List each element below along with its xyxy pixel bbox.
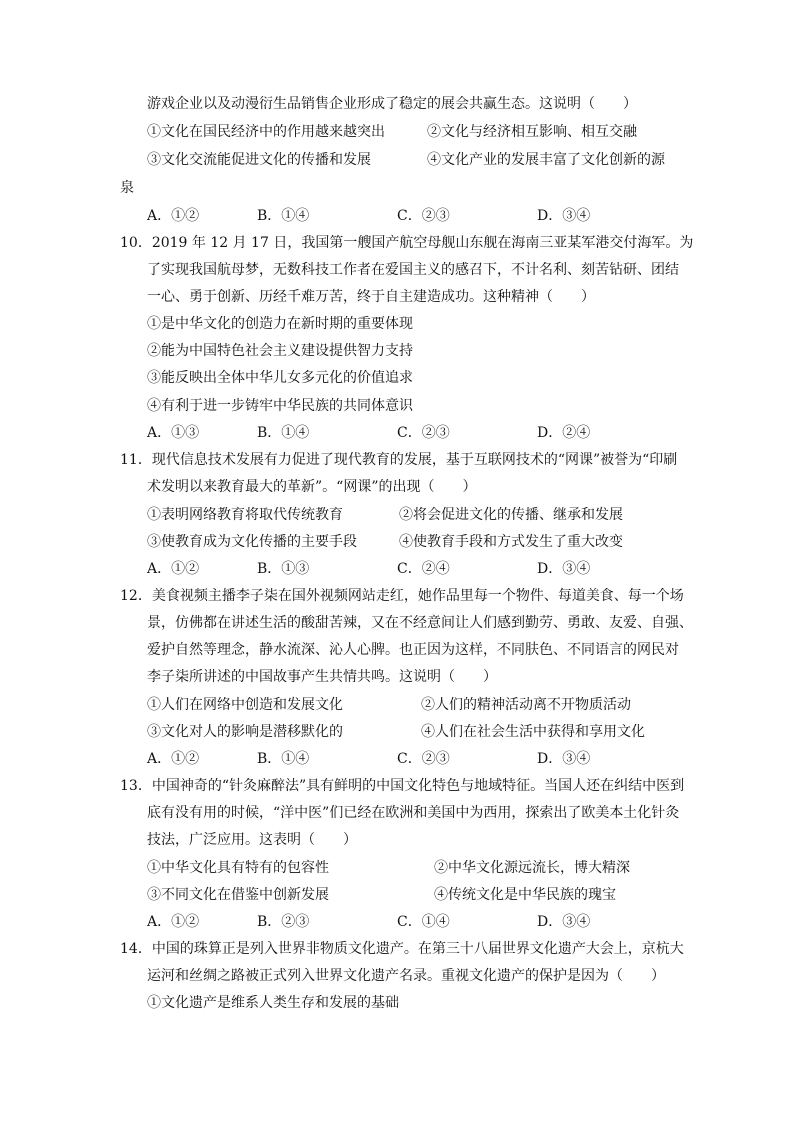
q12-choice-a[interactable]: A．①②: [147, 751, 200, 767]
q10-stem-line-2: 了实现我国航母梦，无数科技工作者在爱国主义的感召下，不计名利、刻苦钻研、团结: [147, 262, 679, 278]
q10-choice-c[interactable]: C．②③: [397, 425, 450, 441]
q11-choice-b[interactable]: B．①③: [257, 561, 310, 577]
q9-choice-c[interactable]: C．②③: [397, 208, 450, 224]
q13-item-4: ④传统文化是中华民族的瑰宝: [434, 887, 616, 903]
q12-stem-line-4: 李子柒所讲述的中国故事产生共情共鸣。这说明（ ）: [147, 669, 497, 685]
q9-item-4: ④文化产业的发展丰富了文化创新的源: [427, 152, 665, 168]
q13-item-2: ②中华文化源远流长，博大精深: [434, 860, 630, 876]
q13-item-3: ③不同文化在借鉴中创新发展: [147, 887, 329, 903]
q12-item-2: ②人们的精神活动离不开物质活动: [421, 697, 631, 713]
q9-stem: 游戏企业以及动漫衍生品销售企业形成了稳定的展会共赢生态。这说明（ ）: [147, 96, 637, 112]
q13-item-1: ①中华文化具有特有的包容性: [147, 860, 329, 876]
q10-item-4: ④有利于进一步铸牢中华民族的共同体意识: [147, 398, 413, 414]
q9-choice-a[interactable]: A．①②: [147, 208, 200, 224]
q10-choice-d[interactable]: D．②④: [537, 425, 591, 441]
q9-choice-d[interactable]: D．③④: [537, 208, 591, 224]
q10-item-2: ②能为中国特色社会主义建设提供智力支持: [147, 343, 413, 359]
q11-item-1: ①表明网络教育将取代传统教育: [147, 507, 343, 523]
q12-stem-line-1: 12．美食视频主播李子柒在国外视频网站走红，她作品里每一个物件、每道美食、每一个场: [120, 588, 684, 604]
q11-stem-line-2: 术发明以来教育最大的革新”。“网课”的出现（ ）: [147, 479, 477, 495]
q12-item-1: ①人们在网络中创造和发展文化: [147, 697, 343, 713]
q12-stem-line-3: 爱护自然等理念，静水流深、沁人心脾。也正因为这样，不同肤色、不同语言的网民对: [147, 642, 679, 658]
q11-item-2: ②将会促进文化的传播、继承和发展: [399, 507, 623, 523]
q9-item-2: ②文化与经济相互影响、相互交融: [427, 124, 637, 140]
q9-item-1: ①文化在国民经济中的作用越来越突出: [147, 124, 385, 140]
q10-item-3: ③能反映出全体中华儿女多元化的价值追求: [147, 370, 413, 386]
q12-item-3: ③文化对人的影响是潜移默化的: [147, 724, 343, 740]
q12-choice-b[interactable]: B．①④: [257, 751, 310, 767]
q14-item-1: ①文化遗产是维系人类生存和发展的基础: [147, 995, 399, 1011]
q11-choice-d[interactable]: D．③④: [537, 561, 591, 577]
q12-choice-d[interactable]: D．③④: [537, 751, 591, 767]
q13-stem-line-3: 技法，广泛应用。这表明（ ）: [147, 832, 357, 848]
q10-item-1: ①是中华文化的创造力在新时期的重要体现: [147, 316, 413, 332]
q14-stem-line-2: 运河和丝绸之路被正式列入世界文化遗产名录。重视文化遗产的保护是因为（ ）: [147, 968, 665, 984]
q11-stem-line-1: 11．现代信息技术发展有力促进了现代教育的发展，基于互联网技术的“网课”被誉为“印刷: [120, 452, 678, 468]
q13-choice-d[interactable]: D．③④: [537, 914, 591, 930]
q13-choice-a[interactable]: A．①②: [147, 914, 200, 930]
q14-stem-line-1: 14．中国的珠算正是列入世界非物质文化遗产。在第三十八届世界文化遗产大会上，京杭大: [120, 941, 684, 957]
q12-choice-c[interactable]: C．②③: [397, 751, 450, 767]
q13-stem-line-2: 底有没有用的时候，“洋中医”们已经在欧洲和美国中为西用，探索出了欧美本土化针灸: [147, 805, 680, 821]
q11-item-4: ④使教育手段和方式发生了重大改变: [399, 534, 623, 550]
q9-choice-b[interactable]: B．①④: [257, 208, 310, 224]
q13-choice-c[interactable]: C．①④: [397, 914, 450, 930]
q10-choice-b[interactable]: B．①④: [257, 425, 310, 441]
q11-choice-c[interactable]: C．②④: [397, 561, 450, 577]
q9-item-4-wrap: 泉: [120, 180, 134, 196]
q10-stem-line-3: 一心、勇于创新、历经千难万苦，终于自主建造成功。这种精神（ ）: [147, 289, 595, 305]
q12-item-4: ④人们在社会生活中获得和享用文化: [421, 724, 645, 740]
q9-item-3: ③文化交流能促进文化的传播和发展: [147, 152, 371, 168]
q10-choice-a[interactable]: A．①③: [147, 425, 200, 441]
q13-stem-line-1: 13．中国神奇的“针灸麻醉法”具有鲜明的中国文化特色与地域特征。当国人还在纠结中医到: [120, 778, 685, 794]
q13-choice-b[interactable]: B．②③: [257, 914, 310, 930]
q10-stem-line-1: 10．2019 年 12 月 17 日，我国第一艘国产航空母舰山东舰在海南三亚某军港交付海军。为: [120, 235, 694, 251]
q12-stem-line-2: 景，仿佛都在讲述生活的酸甜苦辣，又在不经意间让人们感到勤劳、勇敢、友爱、自强、: [147, 615, 693, 631]
q11-item-3: ③使教育成为文化传播的主要手段: [147, 534, 357, 550]
q11-choice-a[interactable]: A．①②: [147, 561, 200, 577]
